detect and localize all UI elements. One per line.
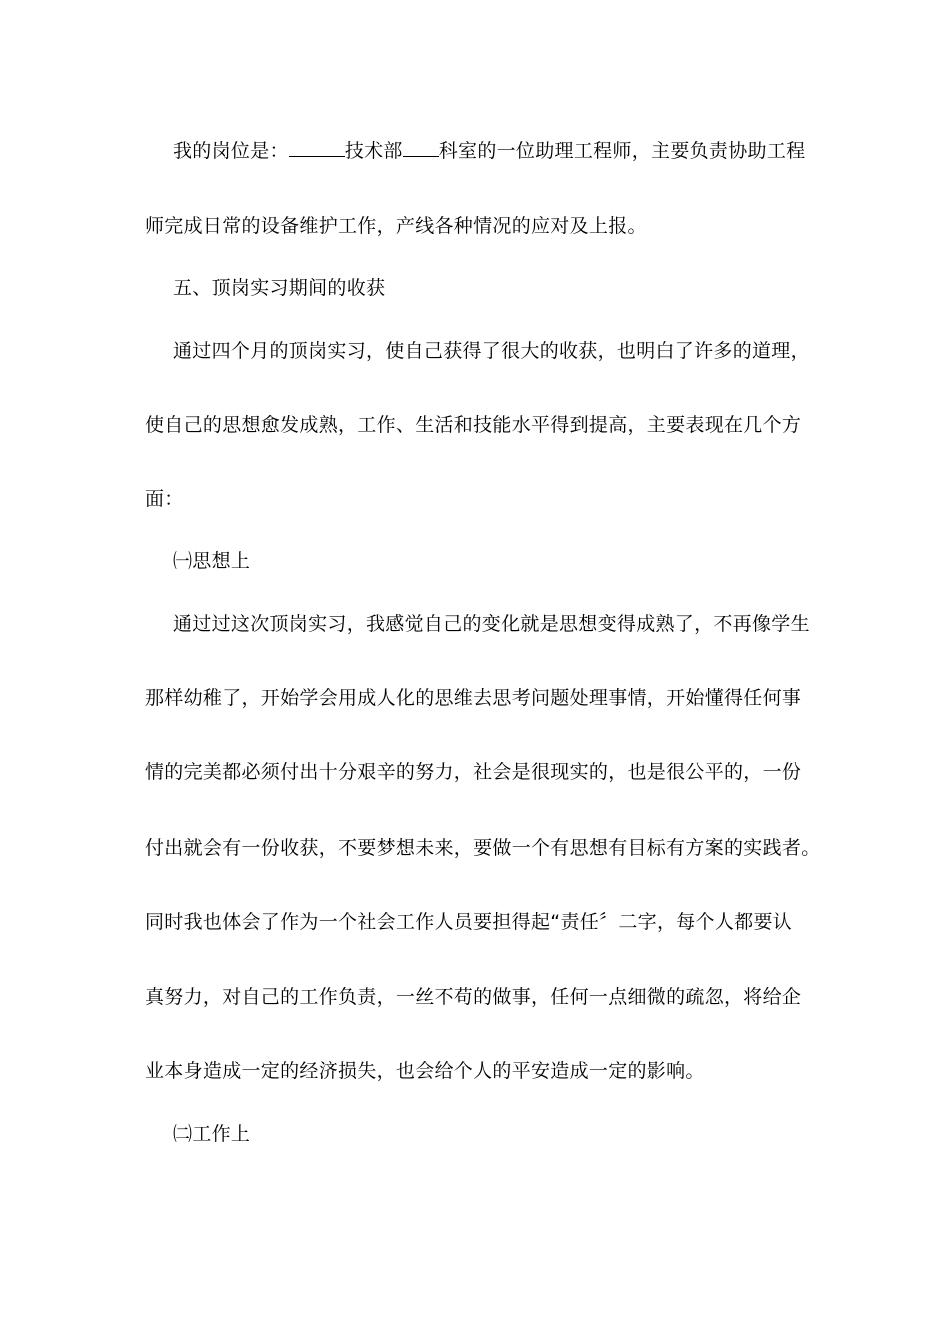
paragraph-line: 那样幼稚了，开始学会用成人化的思维去思考问题处理事情，开始懂得任何事 [145, 687, 802, 709]
blank-underline [403, 138, 439, 157]
position-prefix: 我的岗位是： [173, 140, 289, 162]
paragraph-line: 使自己的思想愈发成熟，工作、生活和技能水平得到提高，主要表现在几个方 [145, 414, 802, 436]
position-suffix: 科室的一位助理工程师，主要负责协助工程 [438, 140, 806, 162]
subsection-heading: ㈠思想上 [173, 550, 251, 572]
paragraph-line: 通过过这次顶岗实习，我感觉自己的变化就是思想变得成熟了，不再像学生 [173, 613, 810, 635]
paragraph-line: 真努力，对自己的工作负责，一丝不苟的做事，任何一点细微的疏忽，将给企 [145, 986, 802, 1008]
paragraph-line: 业本身造成一定的经济损失，也会给个人的平安造成一定的影响。 [145, 1060, 705, 1082]
subsection-heading: ㈡工作上 [173, 1123, 251, 1145]
paragraph-line: 面： [145, 488, 184, 510]
position-dept: 技术部 [344, 140, 403, 162]
paragraph-line: 同时我也体会了作为一个社会工作人员要担得起“责任〞二字，每个人都要认 [145, 911, 793, 933]
paragraph-line: 付出就会有一份收获，不要梦想未来，要做一个有思想有目标有方案的实践者。 [145, 837, 821, 859]
blank-underline [289, 138, 345, 157]
paragraph-line: 通过四个月的顶岗实习，使自己获得了很大的收获，也明白了许多的道理， [173, 340, 810, 362]
section-heading: 五、顶岗实习期间的收获 [173, 277, 386, 299]
position-line [173, 137, 805, 165]
position-line-2: 师完成日常的设备维护工作，产线各种情况的应对及上报。 [145, 215, 647, 237]
paragraph-line: 情的完美都必须付出十分艰辛的努力，社会是很现实的，也是很公平的，一份 [145, 761, 802, 783]
